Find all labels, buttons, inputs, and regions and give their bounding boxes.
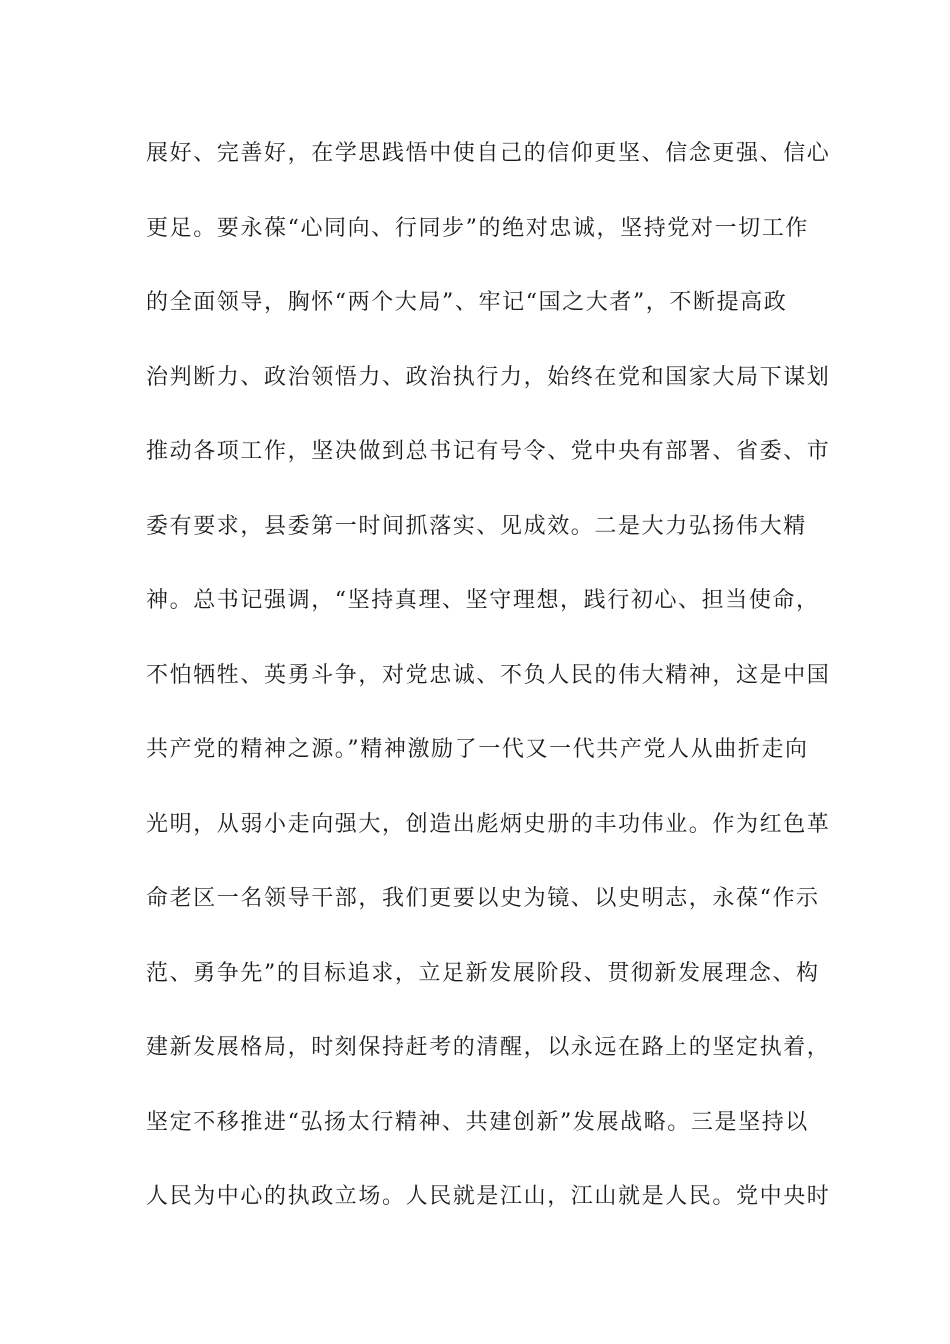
- body-text: [146, 134, 831, 1252]
- text-line: 命老区一名领导干部，我们更要以史为镜、以史明志，永葆“作示: [146, 886, 820, 911]
- text-line: 范、勇争先”的目标追求，立足新发展阶段、贯彻新发展理念、构: [146, 960, 820, 986]
- text-line: 神。总书记强调，“坚持真理、坚守理想，践行初心、担当使命，: [146, 588, 820, 613]
- text-line: 建新发展格局，时刻保持赶考的清醒，以永远在路上的坚定执着，: [146, 1035, 831, 1060]
- text-line: 委有要求，县委第一时间抓落实、见成效。二是大力弘扬伟大精: [146, 513, 807, 539]
- text-line: 坚定不移推进“弘扬太行精神、共建创新”发展战略。三是坚持以: [146, 1109, 809, 1135]
- text-line: 展好、完善好，在学思践悟中使自己的信仰更坚、信念更强、信心: [146, 141, 831, 166]
- text-line: 不怕牺牲、英勇斗争，对党忠诚、不负人民的伟大精神，这是中国: [146, 662, 831, 688]
- text-line: 推动各项工作，坚决做到总书记有号令、党中央有部署、省委、市: [146, 439, 831, 464]
- text-line: 治判断力、政治领悟力、政治执行力，始终在党和国家大局下谋划: [146, 364, 831, 390]
- text-line: 共产党的精神之源。”精神激励了一代又一代共产党人从曲折走向: [146, 737, 809, 762]
- text-line: 更足。要永葆“心同向、行同步”的绝对忠诚，坚持党对一切工作: [146, 215, 809, 241]
- text-line: 光明，从弱小走向强大，创造出彪炳史册的丰功伟业。作为红色革: [146, 811, 831, 837]
- text-line: 人民为中心的执政立场。人民就是江山，江山就是人民。党中央时: [146, 1184, 831, 1209]
- text-line: 的全面领导，胸怀“两个大局”、牢记“国之大者”，不断提高政: [146, 290, 788, 315]
